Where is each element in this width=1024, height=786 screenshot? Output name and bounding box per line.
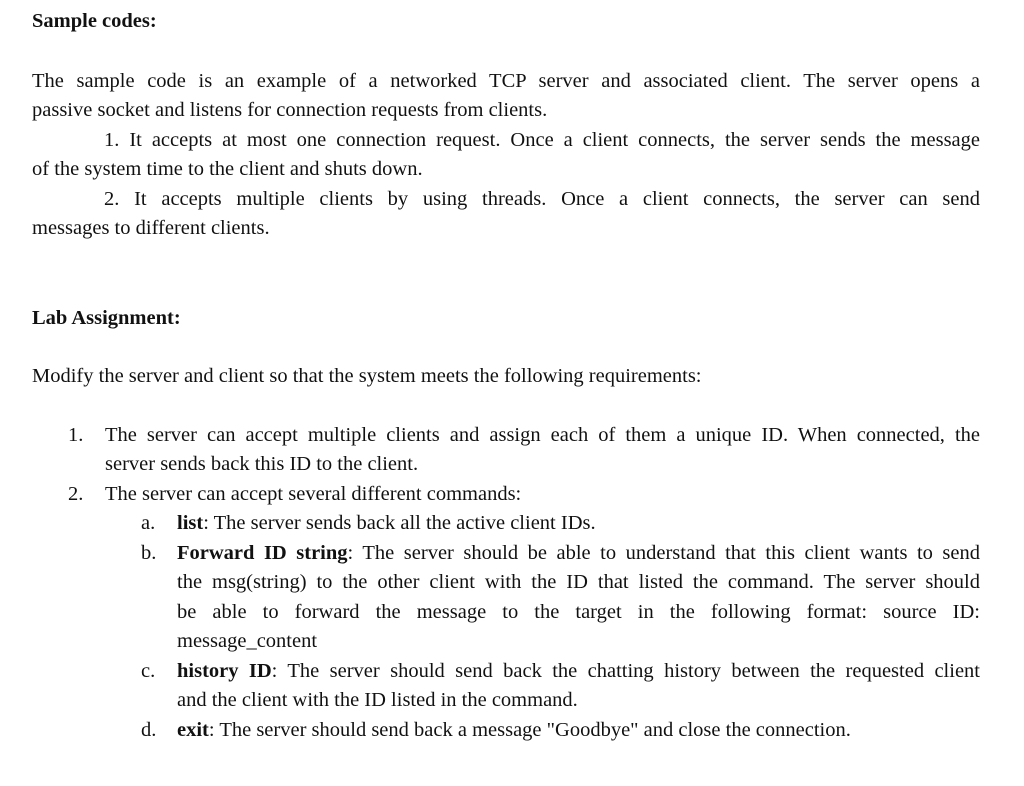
command-a-description: : The server sends back all the active client IDs. [203, 512, 596, 534]
command-a-marker: a. [141, 512, 156, 534]
sample-codes-item1-line2: of the system time to the client and shuts down. [32, 158, 423, 180]
command-b-line1 [177, 543, 980, 564]
command-d-marker: d. [141, 719, 157, 741]
command-c-marker: c. [141, 660, 156, 682]
requirement-2-line1: The server can accept several different commands: [105, 483, 522, 505]
requirement-2-number: 2. [68, 483, 84, 505]
command-b-line4: message_content [177, 630, 318, 652]
command-c-line1 [177, 661, 980, 682]
command-d-description: : The server should send back a message "Goodbye" and close the connection. [208, 719, 851, 741]
requirement-1-line1: The server can accept multiple clients and assign each of them a unique ID. When connected, the [105, 424, 980, 446]
command-d-keyword: exit [177, 719, 209, 741]
sample-codes-intro-line1: The sample code is an example of a networked TCP server and associated client. The server opens a [32, 70, 980, 92]
sample-codes-item1-line1: 1. It accepts at most one connection request. Once a client connects, the server sends the message [104, 129, 980, 151]
command-b-keyword: Forward ID string [177, 542, 348, 564]
command-c-line2: and the client with the ID listed in the command. [177, 689, 578, 711]
command-d-text [177, 720, 851, 741]
command-b-line1-text: : The server should be able to understand that this client wants to send [347, 542, 981, 564]
requirement-1-number: 1. [68, 424, 84, 446]
command-a-keyword: list [177, 512, 204, 534]
command-b-line2: the msg(string) to the other client with the ID that listed the command. The server should [177, 571, 980, 593]
command-c-line1-text: : The server should send back the chatting history between the requested client [271, 660, 980, 682]
sample-codes-item2-line2: messages to different clients. [32, 217, 270, 239]
command-c-keyword: history ID [177, 660, 272, 682]
command-b-line3: be able to forward the message to the target in the following format: source ID: [177, 601, 980, 623]
requirement-1-line2: server sends back this ID to the client. [105, 453, 419, 475]
sample-codes-heading: Sample codes: [32, 10, 157, 32]
lab-assignment-intro: Modify the server and client so that the system meets the following requirements: [32, 365, 702, 387]
sample-codes-item2-line1: 2. It accepts multiple clients by using threads. Once a client connects, the server can send [104, 188, 980, 210]
lab-assignment-heading: Lab Assignment: [32, 307, 181, 329]
command-a-text [177, 513, 596, 534]
sample-codes-intro-line2: passive socket and listens for connection requests from clients. [32, 99, 548, 121]
command-b-marker: b. [141, 542, 157, 564]
